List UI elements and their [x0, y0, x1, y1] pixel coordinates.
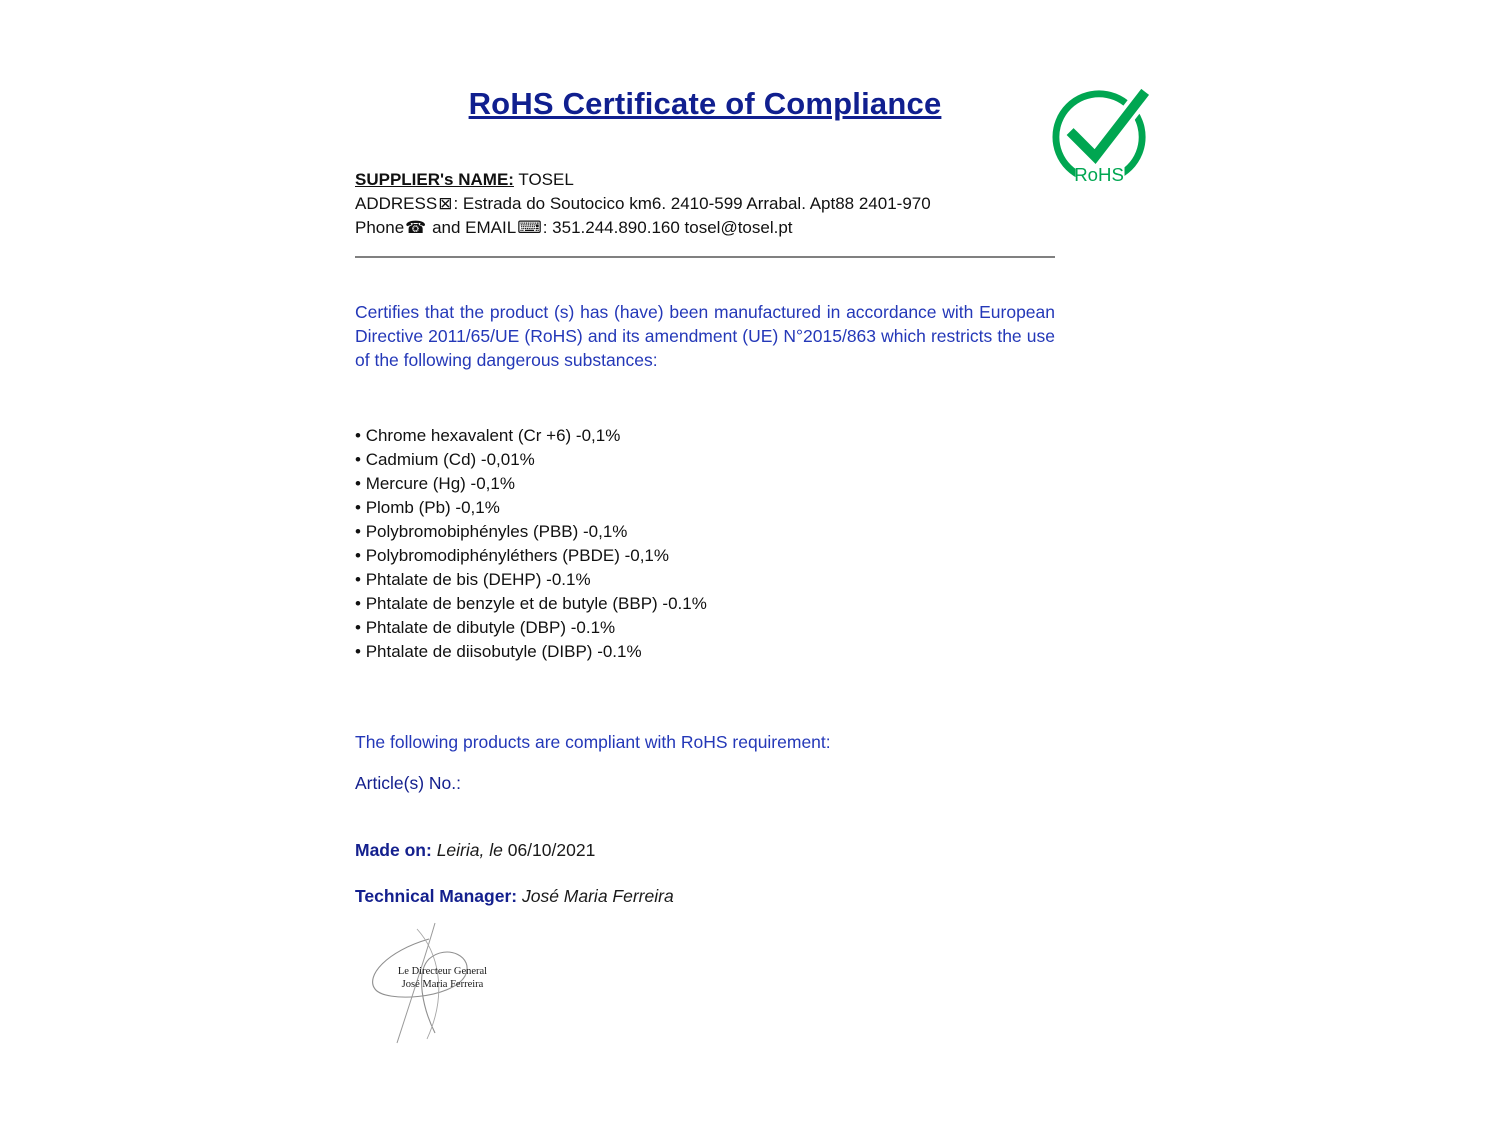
- divider-line: [355, 256, 1055, 258]
- address-label: ADDRESS: [355, 194, 438, 213]
- supplier-contact-line: [355, 216, 1055, 240]
- list-item: • Phtalate de benzyle et de butyle (BBP) -0.1%: [355, 592, 1055, 616]
- page-title: RoHS Certificate of Compliance: [468, 86, 942, 121]
- certification-statement: Certifies that the product (s) has (have) been manufactured in accordance with European Directive 2011/65/UE (RoHS) and its amendment (UE) N°2015/863 which restricts the use of the following dangerous substances:: [355, 302, 1055, 370]
- list-item: • Phtalate de diisobutyle (DIBP) -0.1%: [355, 640, 1055, 664]
- supplier-name-value: TOSEL: [518, 170, 574, 189]
- rohs-logo: [1052, 84, 1150, 186]
- made-on-date: 06/10/2021: [507, 840, 596, 860]
- compliance-statement: The following products are compliant with RoHS requirement:: [355, 732, 831, 752]
- list-item: • Polybromobiphényles (PBB) -0,1%: [355, 520, 1055, 544]
- signature-block: [357, 921, 507, 1046]
- manager-name: José Maria Ferreira: [521, 886, 674, 906]
- signature-line1: Le Directeur General: [397, 966, 488, 977]
- phone-icon: ☎: [405, 218, 427, 238]
- list-item: • Cadmium (Cd) -0,01%: [355, 448, 1055, 472]
- list-item: • Chrome hexavalent (Cr +6) -0,1%: [355, 424, 1055, 448]
- list-item: • Phtalate de bis (DEHP) -0.1%: [355, 568, 1055, 592]
- list-item: • Plomb (Pb) -0,1%: [355, 496, 1055, 520]
- contact-value: : 351.244.890.160 tosel@tosel.pt: [542, 218, 793, 237]
- signature-caption: [385, 965, 500, 991]
- computer-icon: ⌨: [517, 218, 542, 238]
- phone-label: Phone: [355, 218, 405, 237]
- made-on-place: Leiria, le: [436, 840, 503, 860]
- supplier-name-line: [355, 168, 1055, 192]
- made-on-line: [355, 840, 1055, 861]
- list-item: • Phtalate de dibutyle (DBP) -0.1%: [355, 616, 1055, 640]
- substances-list: [355, 424, 1055, 664]
- list-item: • Polybromodiphényléthers (PBDE) -0,1%: [355, 544, 1055, 568]
- document-body: [355, 0, 1055, 1046]
- supplier-name-label: SUPPLIER's NAME:: [355, 170, 514, 189]
- technical-manager-line: [355, 886, 1055, 907]
- envelope-icon: ⊠: [438, 194, 453, 214]
- address-value: : Estrada do Soutocico km6. 2410-599 Arrabal. Apt88 2401-970: [453, 194, 931, 213]
- supplier-info: [355, 168, 1055, 240]
- rohs-logo-label: RoHS: [1074, 164, 1124, 186]
- signature-line2: José Maria Ferreira: [401, 979, 484, 990]
- manager-label: Technical Manager:: [355, 886, 518, 906]
- list-item: • Mercure (Hg) -0,1%: [355, 472, 1055, 496]
- made-on-label: Made on:: [355, 840, 432, 860]
- articles-label: Article(s) No.:: [355, 773, 461, 793]
- email-label: and EMAIL: [427, 218, 517, 237]
- supplier-address-line: [355, 192, 1055, 216]
